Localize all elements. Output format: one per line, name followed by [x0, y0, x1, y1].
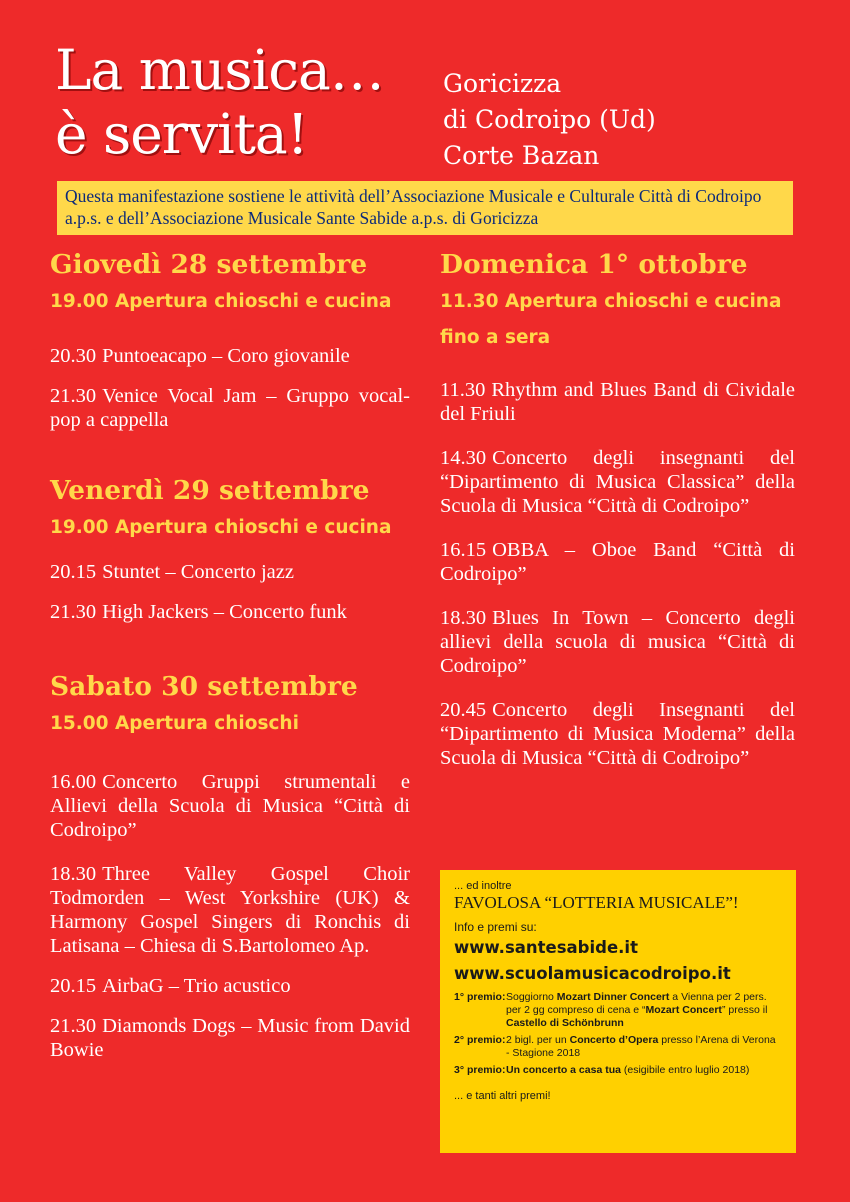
event-text: High Jackers – Concerto funk — [102, 601, 347, 623]
poster-title — [55, 38, 384, 166]
event-text: Stuntet – Concerto jazz — [102, 561, 294, 583]
event-time: 21.30 — [50, 1015, 97, 1037]
event-time: 16.00 — [50, 771, 97, 793]
event-text: Blues In Town – Concerto degli allievi della scuola di musica “Città di Codroipo” — [440, 607, 795, 677]
prize-text-part: Soggiorno — [506, 991, 557, 1003]
prize-text-part: ” presso il — [721, 1004, 768, 1016]
event-item — [440, 378, 795, 426]
event-time: 20.45 — [440, 699, 487, 721]
opening-time: 11.30 Apertura chioschi e cucina fino a sera — [440, 291, 782, 348]
event-text: Venice Vocal Jam – Gruppo vocal-pop a cappella — [50, 385, 410, 431]
prize-label: 1° premio: — [454, 991, 506, 1003]
event-text: OBBA – Oboe Band “Città di Codroipo” — [440, 539, 795, 585]
lottery-title: FAVOLOSA “LOTTERIA MUSICALE”! — [454, 893, 739, 912]
event-item — [50, 974, 410, 998]
prize-highlight: Mozart Dinner Concert — [556, 991, 670, 1003]
prize-3 — [454, 1064, 782, 1077]
event-item — [50, 862, 410, 958]
website-link-santesabide[interactable]: www.santesabide.it — [454, 938, 638, 957]
day-title: Domenica 1° ottobre — [440, 249, 748, 280]
day-thursday — [50, 246, 410, 432]
day-title: Giovedì 28 settembre — [50, 249, 368, 280]
day-friday — [50, 472, 410, 624]
lottery-box — [440, 870, 796, 1153]
event-text: AirbaG – Trio acustico — [102, 975, 291, 997]
venue-line-3: Corte Bazan — [443, 141, 600, 170]
event-item — [440, 538, 795, 586]
event-item — [50, 560, 410, 584]
title-line-2: è servita! — [55, 102, 308, 166]
left-column — [50, 246, 410, 1062]
venue-line-1: Goricizza — [443, 69, 562, 98]
event-text: Puntoeacapo – Coro giovanile — [102, 345, 350, 367]
event-time: 16.15 — [440, 539, 487, 561]
opening-time: 19.00 Apertura chioschi e cucina — [50, 517, 392, 538]
event-item — [440, 446, 795, 518]
event-text: Diamonds Dogs – Music from David Bowie — [50, 1015, 410, 1061]
day-sunday — [440, 246, 795, 770]
event-time: 21.30 — [50, 385, 97, 407]
lottery-intro: ... ed inoltre — [454, 880, 512, 892]
event-text: Concerto Gruppi strumentali e Allievi della Scuola di Musica “Città di Codroipo” — [50, 771, 410, 841]
prize-text — [506, 1064, 749, 1077]
event-time: 18.30 — [50, 863, 97, 885]
event-time: 14.30 — [440, 447, 487, 469]
event-item — [50, 384, 410, 432]
event-text: Rhythm and Blues Band di Cividale del Friuli — [440, 379, 795, 425]
event-item — [440, 698, 795, 770]
event-item — [50, 770, 410, 842]
title-line-1: La musica… — [55, 38, 384, 102]
event-item — [50, 1014, 410, 1062]
day-saturday — [50, 668, 410, 1062]
event-time: 18.30 — [440, 607, 487, 629]
event-text: Concerto degli insegnanti del “Dipartimento di Musica Classica” della Scuola di Musica “Città di Codroipo” — [440, 447, 795, 517]
event-time: 11.30 — [440, 379, 486, 401]
prize-label: 3° premio: — [454, 1064, 506, 1076]
event-time: 20.30 — [50, 345, 97, 367]
prize-text-part: (esigibile entro luglio 2018) — [620, 1064, 750, 1076]
opening-time: 15.00 Apertura chioschi — [50, 713, 299, 734]
day-title: Sabato 30 settembre — [50, 671, 358, 702]
lottery-info: Info e premi su: — [454, 920, 537, 934]
prize-2 — [454, 1034, 782, 1060]
prize-highlight: Concerto d’Opera — [569, 1034, 659, 1046]
prize-highlight: Un concerto a casa tua — [506, 1064, 621, 1076]
prize-label: 2° premio: — [454, 1034, 506, 1046]
prize-text — [506, 1034, 782, 1060]
event-time: 21.30 — [50, 601, 97, 623]
event-text: Concerto degli Insegnanti del “Dipartimento di Musica Moderna” della Scuola di Musica “Città di Codroipo” — [440, 699, 795, 769]
event-item — [50, 600, 410, 624]
event-text: Three Valley Gospel Choir Todmorden – West Yorkshire (UK) & Harmony Gospel Singers di Ronchis di Latisana – Chiesa di S.Bartolomeo Ap. — [50, 863, 410, 957]
prize-text — [506, 991, 782, 1030]
prize-1 — [454, 991, 782, 1030]
lottery-more: ... e tanti altri premi! — [454, 1090, 551, 1102]
right-column — [440, 246, 795, 770]
event-time: 20.15 — [50, 975, 97, 997]
support-banner: Questa manifestazione sostiene le attività dell’Associazione Musicale e Culturale Città di Codroipo a.p.s. e dell’Associazione Musicale Sante Sabide a.p.s. di Goricizza — [57, 181, 793, 235]
prize-text-part: 2 bigl. per un — [506, 1034, 570, 1046]
website-link-scuolamusica[interactable]: www.scuolamusicacodroipo.it — [454, 964, 731, 983]
venue-block — [443, 66, 656, 174]
event-item — [50, 344, 410, 368]
venue-line-2: di Codroipo (Ud) — [443, 105, 656, 134]
opening-time: 19.00 Apertura chioschi e cucina — [50, 291, 392, 312]
day-title: Venerdì 29 settembre — [50, 475, 370, 506]
prize-highlight: Castello di Schönbrunn — [506, 1017, 624, 1029]
event-time: 20.15 — [50, 561, 97, 583]
prize-text-part: presso l’Arena di Verona - Stagione 2018 — [506, 1034, 776, 1059]
event-item — [440, 606, 795, 678]
prize-text-part: a Vienna per 2 pers. per 2 gg compreso di cena e “ — [506, 991, 767, 1016]
prize-highlight: Mozart Concert — [645, 1004, 722, 1016]
